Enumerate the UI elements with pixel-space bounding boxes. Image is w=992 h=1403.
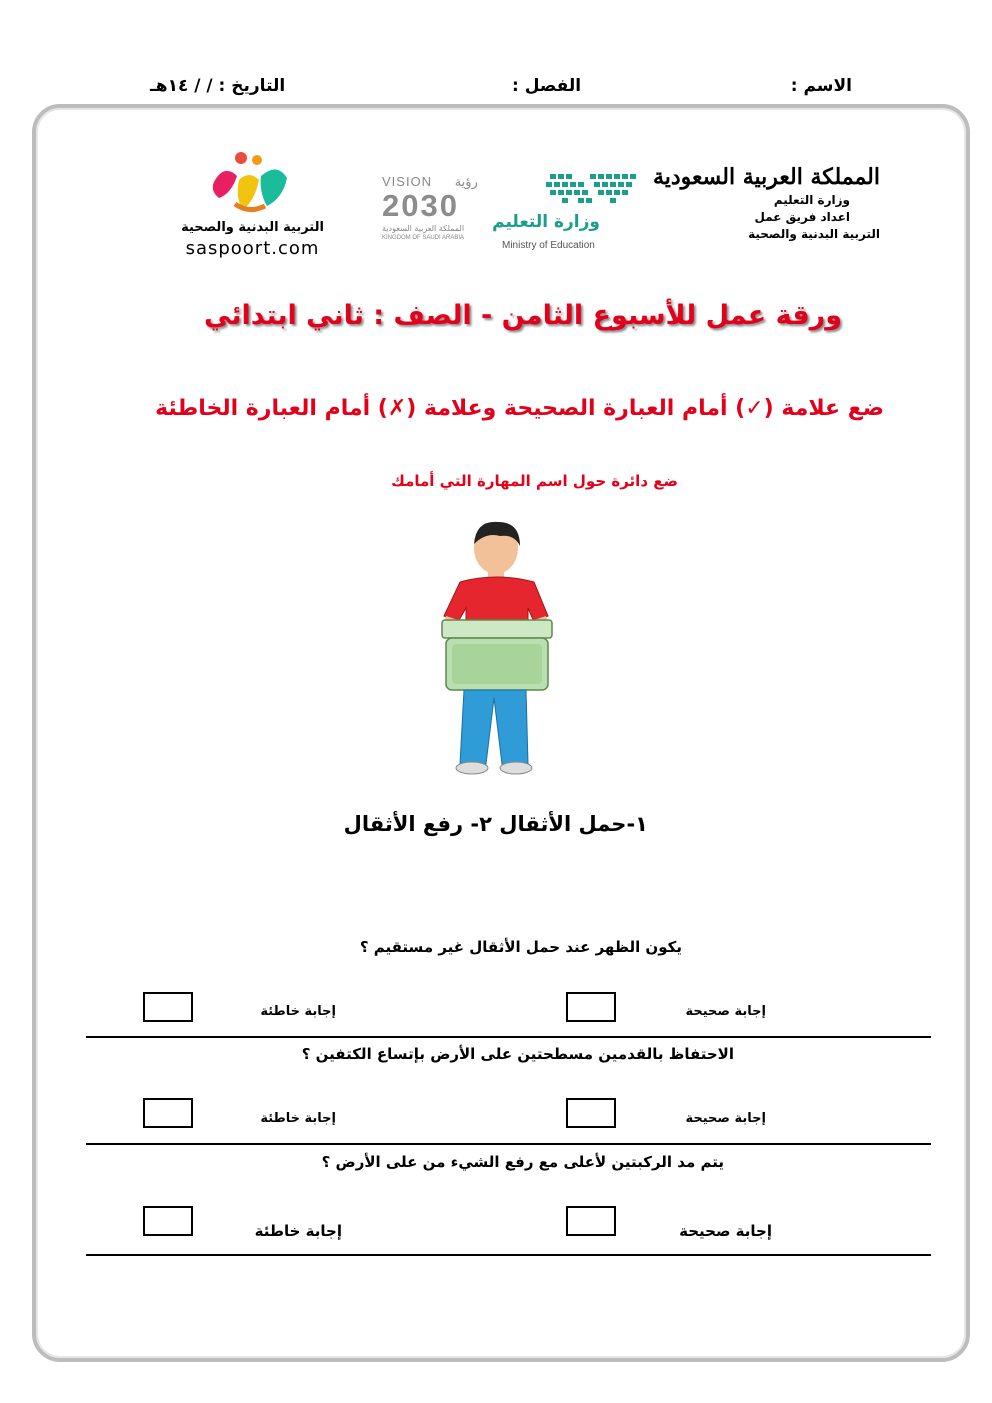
q2-true-label: إجابة صحيحة xyxy=(685,1111,766,1126)
vision-2030-logo xyxy=(378,170,498,245)
question-2: الاحتفاظ بالقدمين مسطحتين على الأرض بإتساع الكتفين ؟ xyxy=(301,1045,734,1063)
q1-true-checkbox[interactable] xyxy=(566,992,616,1022)
q3-true-label: إجابة صحيحة xyxy=(679,1222,772,1240)
skills-options[interactable]: ١-حمل الأثقال ٢- رفع الأثقال xyxy=(343,812,648,836)
divider-3 xyxy=(86,1254,931,1256)
q2-false-label: إجابة خاطئة xyxy=(260,1111,336,1126)
q1-false-checkbox[interactable] xyxy=(143,992,193,1022)
sas-emblem-icon xyxy=(205,150,295,220)
q1-false-label: إجابة خاطئة xyxy=(260,1004,336,1019)
kingdom-calligraphy: المملكة العربية السعودية xyxy=(652,164,880,190)
moe-arabic: وزارة التعليم xyxy=(492,212,600,232)
ministry-line-1: وزارة التعليم xyxy=(773,193,850,207)
q3-true-checkbox[interactable] xyxy=(566,1206,616,1236)
class-label: الفصل : xyxy=(512,76,582,96)
name-label: الاسم : xyxy=(790,76,852,96)
boy-carrying-box-illustration xyxy=(430,520,570,780)
divider-2 xyxy=(86,1143,931,1145)
vision-ar: رؤية xyxy=(454,174,478,189)
sas-logo xyxy=(165,150,345,265)
q1-true-label: إجابة صحيحة xyxy=(685,1004,766,1019)
q3-false-label: إجابة خاطئة xyxy=(254,1222,342,1240)
ministry-line-3: التربية البدنية والصحية xyxy=(748,227,880,241)
sas-arabic: التربية البدنية والصحية xyxy=(181,220,324,235)
moe-english: Ministry of Education xyxy=(502,240,595,251)
ministry-line-2: اعداد فريق عمل xyxy=(754,210,850,224)
q2-false-checkbox[interactable] xyxy=(143,1098,193,1128)
vision-year: 2030 xyxy=(382,188,459,223)
q2-true-checkbox[interactable] xyxy=(566,1098,616,1128)
divider-1 xyxy=(86,1036,931,1038)
vision-kingdom-ar: المملكة العربية السعودية xyxy=(382,224,465,233)
question-3: يتم مد الركبتين لأعلى مع رفع الشيء من على الأرض ؟ xyxy=(321,1153,724,1171)
sas-url: saspoort.com xyxy=(185,238,320,259)
sub-instruction: ضع دائرة حول اسم المهارة التي أمامك xyxy=(391,472,678,490)
ministry-block xyxy=(652,162,880,243)
vision-word: VISION xyxy=(382,174,433,189)
q3-false-checkbox[interactable] xyxy=(143,1206,193,1236)
date-label: التاريخ : / / ١٤هـ xyxy=(150,76,286,96)
moe-logo xyxy=(492,168,650,263)
moe-dots-icon xyxy=(500,168,650,218)
question-1: يكون الظهر عند حمل الأثقال غير مستقيم ؟ xyxy=(359,938,682,956)
instruction: ضع علامة (✓) أمام العبارة الصحيحة وعلامة (✗) أمام العبارة الخاطئة xyxy=(155,396,884,421)
vision-kingdom-en: KINGDOM OF SAUDI ARABIA xyxy=(382,235,465,241)
page-title: ورقة عمل للأسبوع الثامن - الصف : ثاني ابتدائي xyxy=(204,300,842,331)
